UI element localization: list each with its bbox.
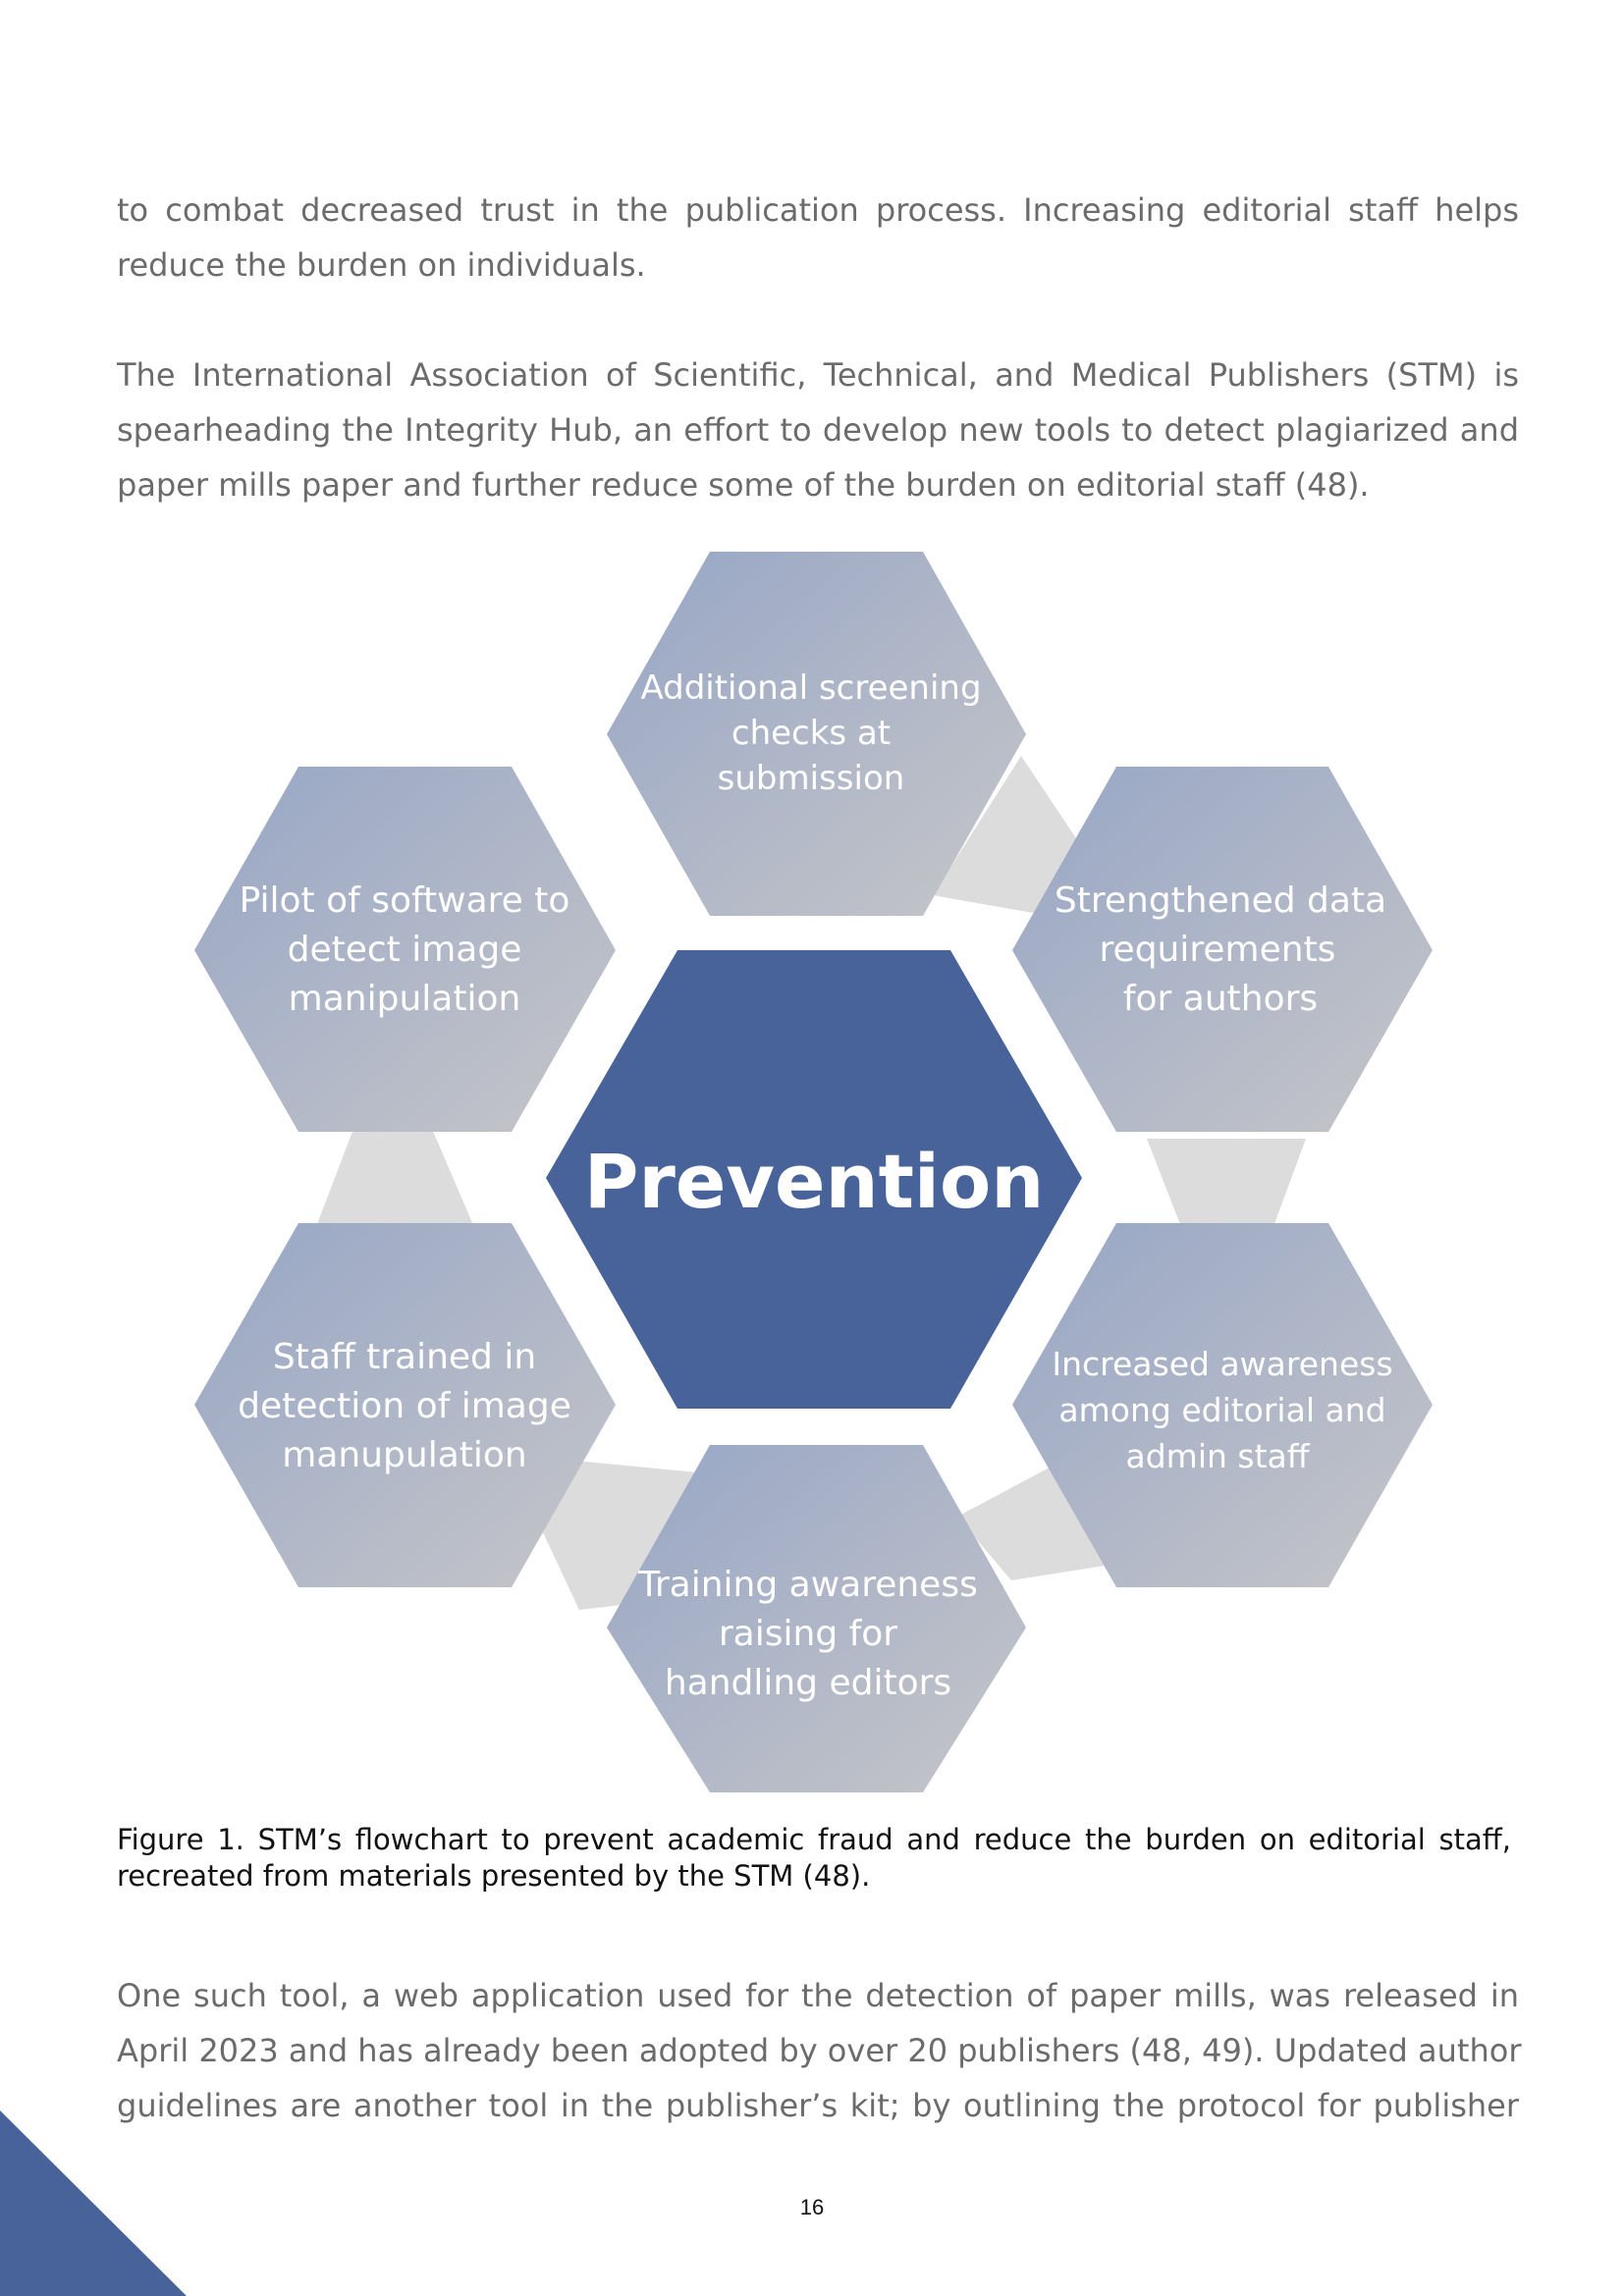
label-line: admin staff xyxy=(1125,1437,1310,1475)
label-line: detection of image xyxy=(238,1386,571,1426)
label-line: Training awareness xyxy=(638,1565,978,1605)
corner-triangle xyxy=(0,2110,187,2296)
label-line: requirements xyxy=(1099,930,1336,970)
caption-line: Figure 1. STM’s flowchart to prevent academic fraud and reduce the burden on editorial staff, xyxy=(117,1823,1511,1856)
label-line: handling editors xyxy=(664,1663,952,1703)
page-number: 16 xyxy=(799,2195,825,2219)
corner-triangle-decoration xyxy=(0,2110,187,2296)
text-line: reduce the burden on individuals. xyxy=(117,246,646,284)
text-line: paper mills paper and further reduce some of the burden on editorial staff (48). xyxy=(117,466,1370,504)
text-line: The International Association of Scientific, Technical, and Medical Publishers (STM) is xyxy=(117,356,1519,394)
connector-left xyxy=(314,1129,476,1232)
label-line: checks at xyxy=(731,714,892,753)
label-left-lower xyxy=(238,1337,571,1475)
label-line: Staff trained in xyxy=(272,1337,537,1377)
text-line: April 2023 and has already been adopted by over 20 publishers (48, 49). Updated author xyxy=(117,2032,1522,2069)
text-line: spearheading the Integrity Hub, an effort to develop new tools to detect plagiarized and xyxy=(117,411,1519,449)
caption-line: recreated from materials presented by the STM (48). xyxy=(117,1859,871,1893)
paragraph-stm xyxy=(117,347,1519,512)
label-left-upper xyxy=(240,881,570,1019)
label-line: Pilot of software to xyxy=(239,881,570,921)
paragraph-tools xyxy=(117,1968,1522,2133)
label-line: raising for xyxy=(718,1614,898,1654)
label-line: detect image xyxy=(287,930,522,970)
figure-caption xyxy=(117,1822,1511,1895)
text-line: guidelines are another tool in the publisher’s kit; by outlining the protocol for publisher xyxy=(117,2087,1519,2124)
text-line: One such tool, a web application used for the detection of paper mills, was released in xyxy=(117,1977,1519,2014)
label-line: manupulation xyxy=(282,1435,527,1475)
paragraph-intro xyxy=(117,183,1519,293)
label-line: among editorial and xyxy=(1058,1391,1386,1429)
label-line: manipulation xyxy=(288,979,521,1019)
center-label: Prevention xyxy=(583,1138,1045,1225)
label-line: Increased awareness xyxy=(1052,1345,1393,1383)
label-line: Strengthened data xyxy=(1054,881,1387,921)
prevention-diagram xyxy=(0,530,1624,1806)
connector-right xyxy=(1147,1139,1306,1232)
text-line: to combat decreased trust in the publication process. Increasing editorial staff helps xyxy=(117,191,1519,229)
label-line: submission xyxy=(717,759,905,798)
label-line: Additional screening xyxy=(640,668,982,708)
label-line: for authors xyxy=(1122,979,1319,1019)
